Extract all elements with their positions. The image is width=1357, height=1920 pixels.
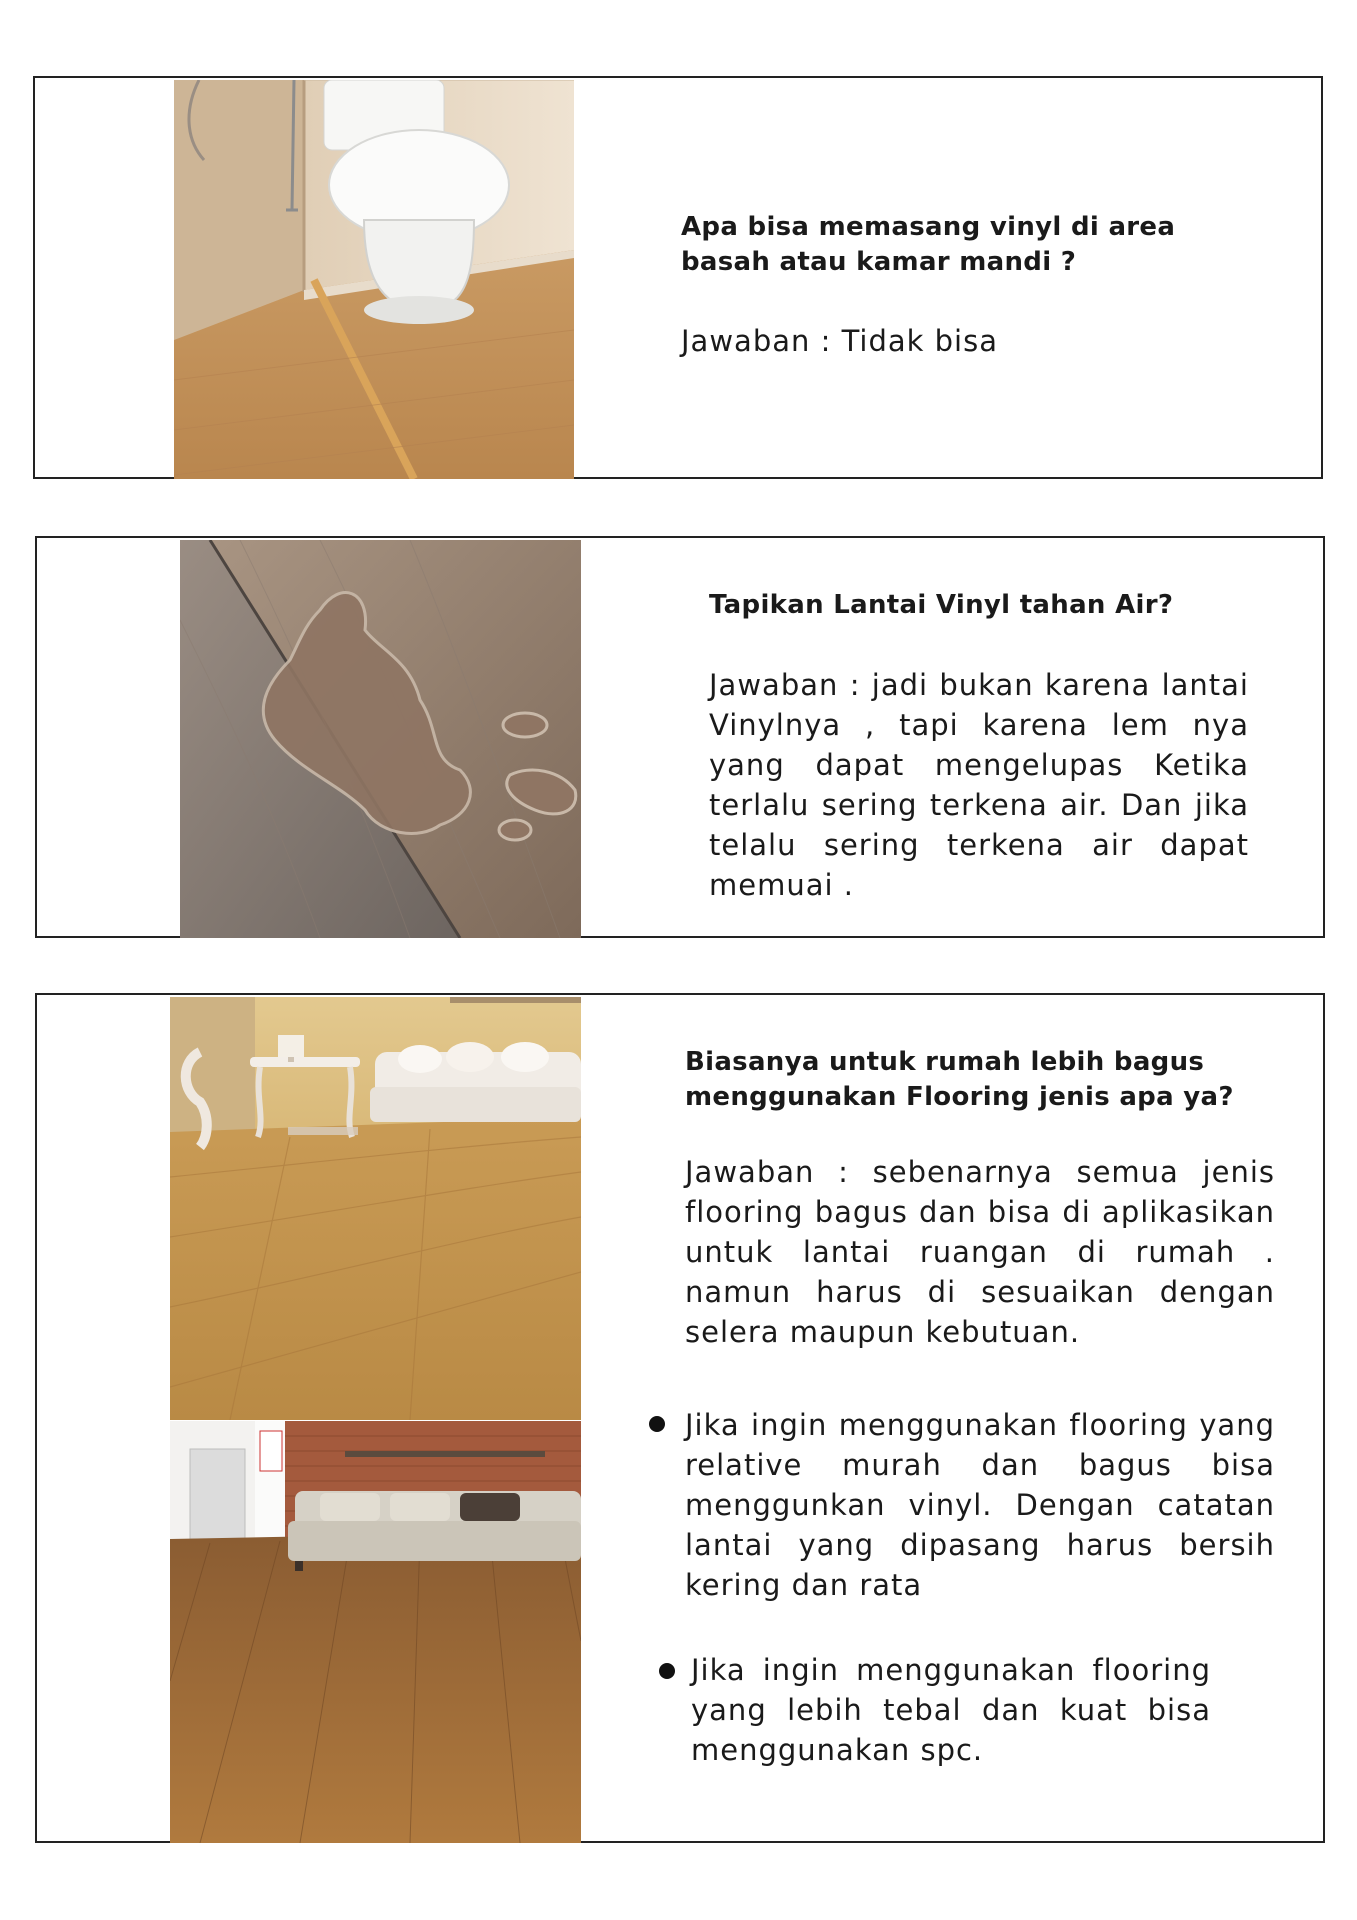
faq-card-3: [35, 993, 1325, 1843]
answer-1: Jawaban : Tidak bisa: [681, 324, 998, 358]
bullet-dot-icon: [649, 1416, 665, 1432]
bullet-text-1: Jika ingin menggunakan flooring yang relative murah dan bagus bisa menggunkan vinyl. Dengan catatan lantai yang dipasang harus bersih kering dan rata: [685, 1408, 1275, 1602]
faq-card-2: [35, 536, 1325, 938]
living-room-oak-photo: [170, 997, 581, 1420]
bathroom-photo: [174, 80, 574, 479]
faq-card-1: [33, 76, 1323, 479]
answer-3: Jawaban : sebenarnya semua jenis flooring bagus dan bisa di aplikasikan untuk lantai ruangan di rumah . namun harus di sesuaikan dengan selera maupun kebutuan.: [685, 1155, 1275, 1349]
question-3: Biasanya untuk rumah lebih bagus menggunakan Flooring jenis apa ya?: [685, 1047, 1234, 1112]
bullet-dot-icon: [659, 1663, 675, 1679]
water-on-floor-photo: [180, 540, 581, 938]
answer-2: Jawaban : jadi bukan karena lantai Vinylnya , tapi karena lem nya yang dapat mengelupas Ketika terlalu sering terkena air. Dan jika telalu sering terkena air dapat memuai .: [709, 668, 1249, 902]
question-1: Apa bisa memasang vinyl di area basah atau kamar mandi ?: [681, 212, 1176, 277]
bullet-text-2: Jika ingin menggunakan flooring yang lebih tebal dan kuat bisa menggunakan spc.: [691, 1653, 1211, 1767]
question-2: Tapikan Lantai Vinyl tahan Air?: [709, 590, 1174, 620]
living-room-brick-photo: [170, 1421, 581, 1843]
